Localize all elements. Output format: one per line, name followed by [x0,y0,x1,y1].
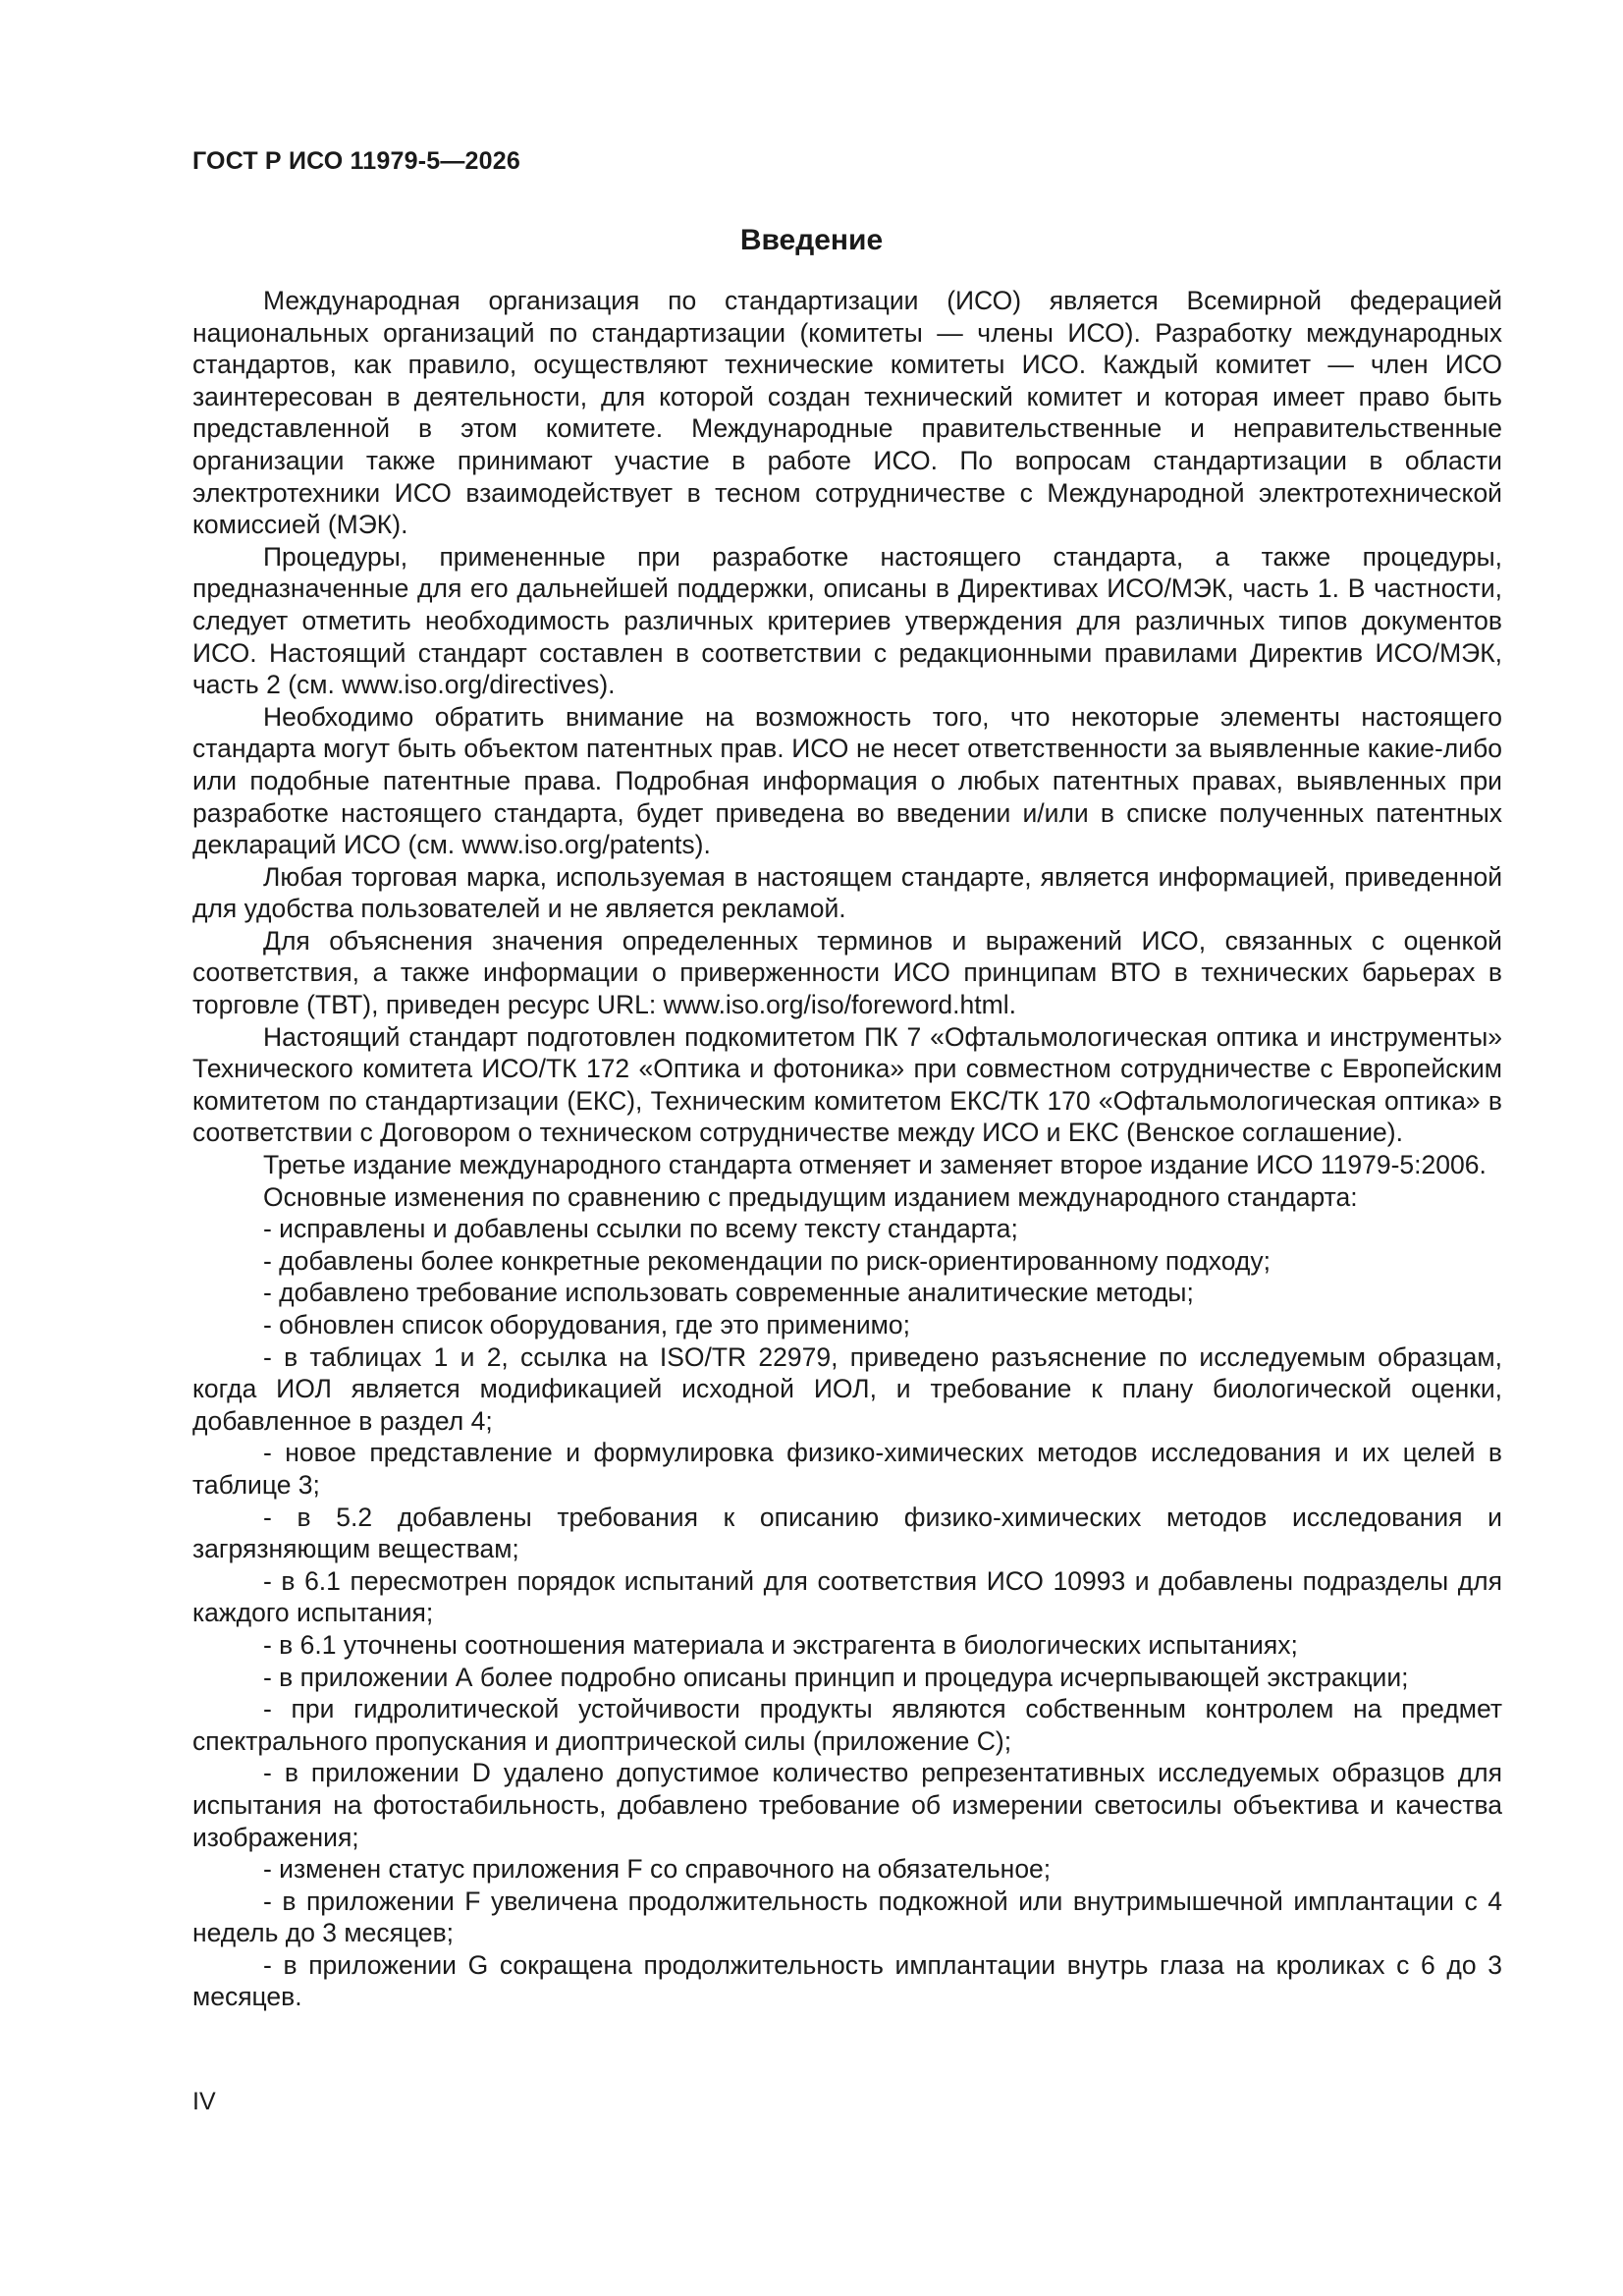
paragraph-main-changes: Основные изменения по сравнению с предыдущим изданием международного стандарта: [263,1181,1358,1212]
list-item: - новое представление и формулировка физико-химических методов исследования и их целей в таблице 3; [192,1438,1502,1500]
document-body [192,285,1502,2013]
paragraph-conformity: Для объяснения значения определенных терминов и выражений ИСО, связанных с оценкой соответствия, а также информации о приверженности ИСО принципам ВТО в технических барьерах в торговле (ТВТ), приведен ресурс URL: www.iso.org/iso/foreword.html. [192,925,1502,1020]
paragraph-third-edition: Третье издание международного стандарта отменяет и заменяет второе издание ИСО 11979-5:2006. [263,1150,1487,1180]
document-code: ГОСТ Р ИСО 11979-5—2026 [192,147,520,175]
list-item: - в таблицах 1 и 2, ссылка на ISO/TR 22979, приведено разъяснение по исследуемым образцам, когда ИОЛ является модификацией исходной ИОЛ, и требование к плану биологической оценки, добавленное в раздел 4; [192,1341,1502,1436]
list-item: - при гидролитической устойчивости продукты являются собственным контролем на предмет спектрального пропускания и диоптрической силы (приложение С); [192,1694,1502,1756]
list-item: - в приложении G сокращена продолжительность имплантации внутрь глаза на кроликах с 6 до 3 месяцев. [192,1949,1502,2012]
list-item: - изменен статус приложения F со справочного на обязательное; [263,1854,1052,1885]
paragraph-patents: Необходимо обратить внимание на возможность того, что некоторые элементы настоящего стандарта могут быть объектом патентных прав. ИСО не несет ответственности за выявленные какие-либо или подобные патентные права. Подробная информация о любых патентных правах, выявленных при разработке настоящего стандарта, будет приведена во введении и/или в списке полученных патентных деклараций ИСО (см. www.iso.org/patents). [192,701,1502,860]
list-item: - добавлены более конкретные рекомендации по риск-ориентированному подходу; [263,1245,1271,1276]
list-item: - в 6.1 уточнены соотношения материала и экстрагента в биологических испытаниях; [263,1629,1298,1660]
list-item: - обновлен список оборудования, где это применимо; [263,1310,911,1339]
page-number: IV [192,2088,216,2115]
paragraph-prepared-by: Настоящий стандарт подготовлен подкомитетом ПК 7 «Офтальмологическая оптика и инструменты» Технического комитета ИСО/ТК 172 «Оптика и фотоника» при совместном сотрудничестве с Европейским комитетом по стандартизации (ЕКС), Техническим комитетом ЕКС/ТК 170 «Офтальмологическая оптика» в соответствии с Договором о техническом сотрудничестве между ИСО и ЕКС (Венское соглашение). [192,1021,1502,1148]
paragraph-trademark: Любая торговая марка, используемая в настоящем стандарте, является информацией, приведенной для удобства пользователей и не является рекламой. [192,861,1502,924]
list-item: - в 6.1 пересмотрен порядок испытаний для соответствия ИСО 10993 и добавлены подразделы для каждого испытания; [192,1565,1502,1628]
list-item: - исправлены и добавлены ссылки по всему тексту стандарта; [263,1214,1018,1244]
list-item: - в 5.2 добавлены требования к описанию физико-химических методов исследования и загрязняющим веществам; [192,1502,1502,1564]
list-item: - добавлено требование использовать современные аналитические методы; [263,1278,1194,1308]
list-item: - в приложении А более подробно описаны принцип и процедура исчерпывающей экстракции; [263,1662,1409,1692]
list-item: - в приложении D удалено допустимое количество репрезентативных исследуемых образцов для испытания на фотостабильность, добавлено требование об измерении светосилы объектива и качества изображения; [192,1758,1502,1852]
list-item: - в приложении F увеличена продолжительность подкожной или внутримышечной имплантации с 4 недель до 3 месяцев; [192,1886,1502,1948]
section-title: Введение [739,224,884,256]
paragraph-procedures: Процедуры, примененные при разработке настоящего стандарта, а также процедуры, предназначенные для его дальнейшей поддержки, описаны в Директивах ИСО/МЭК, часть 1. В частности, следует отметить необходимость различных критериев утверждения для различных типов документов ИСО. Настоящий стандарт составлен в соответствии с редакционными правилами Директив ИСО/МЭК, часть 2 (см. www.iso.org/directives). [192,541,1502,700]
paragraph-iso-organization: Международная организация по стандартизации (ИСО) является Всемирной федерацией национальных организаций по стандартизации (комитеты — члены ИСО). Разработку международных стандартов, как правило, осуществляют технические комитеты ИСО. Каждый комитет — член ИСО заинтересован в деятельности, для которой создан технический комитет и которая имеет право быть представленной в этом комитете. Международные правительственные и неправительственные организации также принимают участие в работе ИСО. По вопросам стандартизации в области электротехники ИСО взаимодействует в тесном сотрудничестве с Международной электротехнической комиссией (МЭК). [192,286,1502,540]
